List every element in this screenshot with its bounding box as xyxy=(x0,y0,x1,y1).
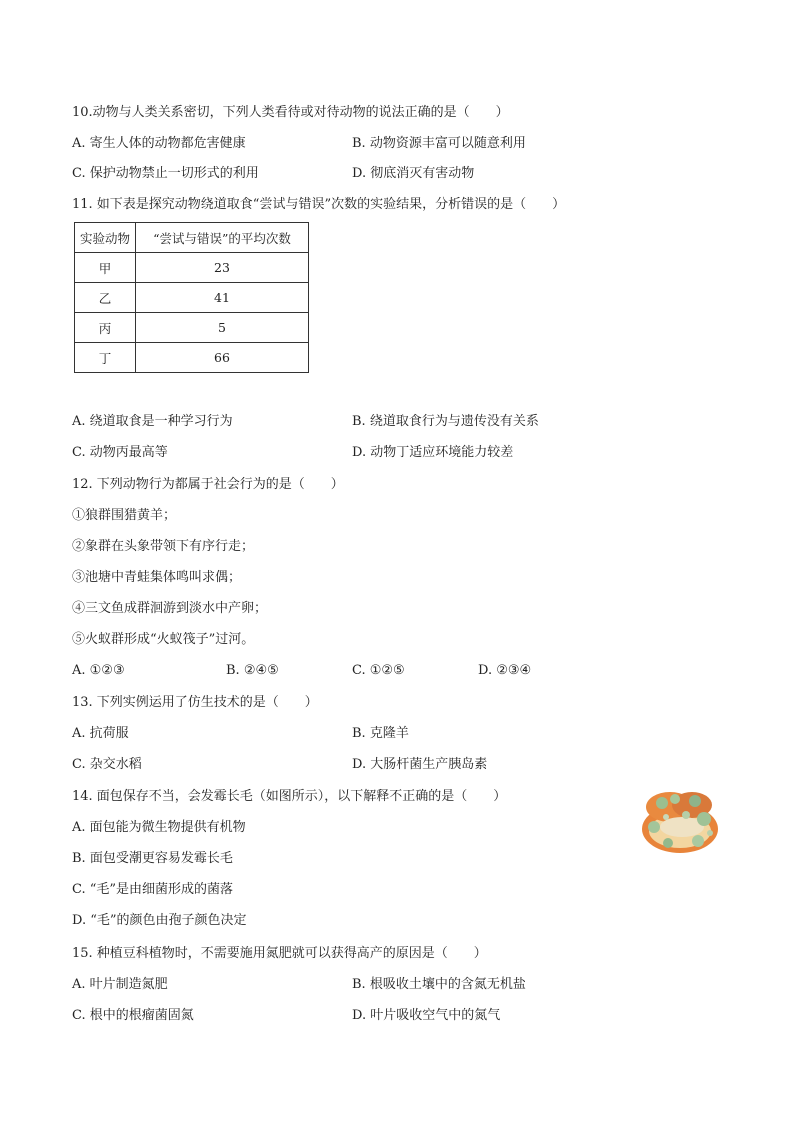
q12-option-a: A. ①②③ xyxy=(72,663,125,678)
table-cell-animal: 甲 xyxy=(75,253,136,283)
table-cell-animal: 丙 xyxy=(75,313,136,343)
table-row xyxy=(75,283,309,313)
q11-stem: 11. 如下表是探究动物绕道取食“尝试与错误”次数的实验结果，分析错误的是（ ） xyxy=(72,197,566,212)
q13-option-d: D. 大肠杆菌生产胰岛素 xyxy=(352,757,488,772)
q14-option-a: A. 面包能为微生物提供有机物 xyxy=(72,820,246,835)
table-cell-animal: 乙 xyxy=(75,283,136,313)
table-cell-count: 23 xyxy=(136,253,309,283)
q15-option-d: D. 叶片吸收空气中的氮气 xyxy=(352,1008,501,1023)
q13-option-a: A. 抗荷服 xyxy=(72,726,129,741)
table-cell-count: 66 xyxy=(136,343,309,373)
q15-option-a: A. 叶片制造氮肥 xyxy=(72,977,168,992)
q13-option-c: C. 杂交水稻 xyxy=(72,757,142,772)
q10-option-d: D. 彻底消灭有害动物 xyxy=(352,166,475,181)
q13-stem: 13. 下列实例运用了仿生技术的是（ ） xyxy=(72,695,318,710)
table-header-animal: 实验动物 xyxy=(75,223,136,253)
q12-item-3: ③池塘中青蛙集体鸣叫求偶； xyxy=(72,570,242,585)
q13-option-b: B. 克隆羊 xyxy=(352,726,409,741)
q11-option-d: D. 动物丁适应环境能力较差 xyxy=(352,445,514,460)
q11-option-c: C. 动物丙最高等 xyxy=(72,445,168,460)
q12-item-1: ①狼群围猎黄羊； xyxy=(72,508,177,523)
q10-option-c: C. 保护动物禁止一切形式的利用 xyxy=(72,166,259,181)
q10-option-b: B. 动物资源丰富可以随意利用 xyxy=(352,136,526,151)
q12-stem: 12. 下列动物行为都属于社会行为的是（ ） xyxy=(72,477,344,492)
q15-stem: 15. 种植豆科植物时，不需要施用氮肥就可以获得高产的原因是（ ） xyxy=(72,946,487,961)
q10-option-a: A. 寄生人体的动物都危害健康 xyxy=(72,136,246,151)
q14-stem: 14. 面包保存不当，会发霉长毛（如图所示），以下解释不正确的是（ ） xyxy=(72,789,507,804)
q11-option-a: A. 绕道取食是一种学习行为 xyxy=(72,414,233,429)
table-cell-count: 41 xyxy=(136,283,309,313)
q14-option-d: D. “毛”的颜色由孢子颜色决定 xyxy=(72,913,247,928)
experiment-table xyxy=(74,222,309,373)
table-cell-animal: 丁 xyxy=(75,343,136,373)
table-header-count: “尝试与错误”的平均次数 xyxy=(136,223,309,253)
q15-option-c: C. 根中的根瘤菌固氮 xyxy=(72,1008,194,1023)
q12-option-c: C. ①②⑤ xyxy=(352,663,405,678)
q14-option-b: B. 面包受潮更容易发霉长毛 xyxy=(72,851,233,866)
q12-item-2: ②象群在头象带领下有序行走； xyxy=(72,539,255,554)
table-cell-count: 5 xyxy=(136,313,309,343)
moldy-bread-image xyxy=(640,787,722,857)
q12-option-d: D. ②③④ xyxy=(478,663,532,678)
q12-item-4: ④三文鱼成群洄游到淡水中产卵； xyxy=(72,601,268,616)
q14-option-c: C. “毛”是由细菌形成的菌落 xyxy=(72,882,234,897)
table-row xyxy=(75,253,309,283)
q12-item-5: ⑤火蚁群形成“火蚁筏子”过河。 xyxy=(72,632,255,647)
q12-option-b: B. ②④⑤ xyxy=(226,663,279,678)
table-row xyxy=(75,313,309,343)
table-header-row xyxy=(75,223,309,253)
q10-stem: 10.动物与人类关系密切，下列人类看待或对待动物的说法正确的是（ ） xyxy=(72,105,509,120)
table-row xyxy=(75,343,309,373)
q11-option-b: B. 绕道取食行为与遗传没有关系 xyxy=(352,414,539,429)
q15-option-b: B. 根吸收土壤中的含氮无机盐 xyxy=(352,977,526,992)
